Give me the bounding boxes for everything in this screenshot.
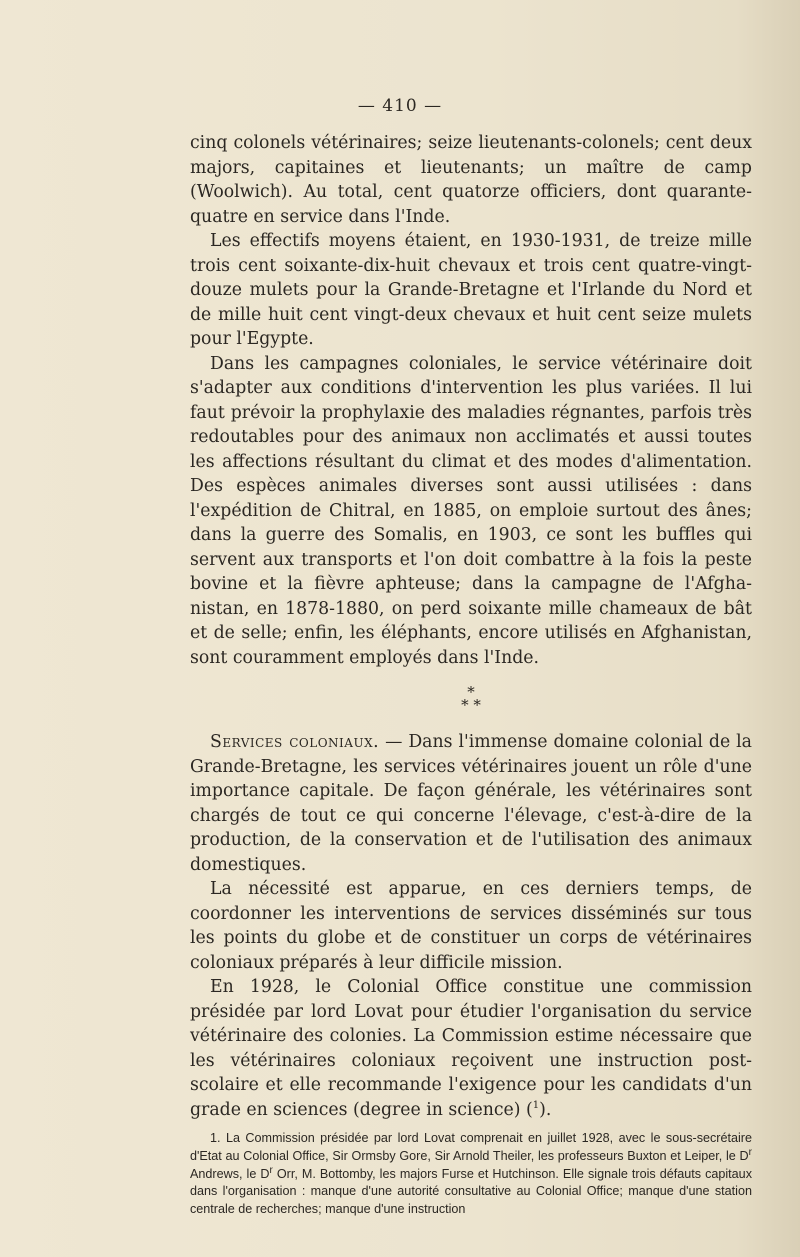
- paragraph-1: cinq colonels vétérinaires; seize lieutenants-colonels; cent deux majors, capitaines et lieutenants; un maître de camp (Woolwich). Au total, cent quatorze officiers, dont quarante-quatre en service dans l'Inde.: [190, 133, 752, 227]
- footnote-marker: 1.: [210, 1131, 221, 1145]
- asterism-bottom: * *: [461, 696, 481, 714]
- section-heading: Services coloniaux.: [210, 732, 380, 752]
- footnote-text-3: Orr, M. Bottomby, les majors Furse et Hutchinson. Elle signale trois défauts capitaux dans l'organisation : manque d'une autorité consultative au Colonial Office; manque d'une station centrale de recherches; manque d'une instruction: [190, 1166, 752, 1217]
- page-number: — 410 —: [357, 96, 443, 116]
- asterism-divider: [190, 683, 752, 714]
- footnote-text-1: La Commission présidée par lord Lovat comprenait en juillet 1928, avec le sous-secrétaire d'Etat au Colonial Office, Sir Ormsby Gore, Sir Arnold Theiler, les professeurs Buxton et Leiper, le D: [190, 1131, 752, 1163]
- asterism-top: *: [467, 683, 475, 701]
- section-paragraph-3-text: En 1928, le Colonial Office constitue une commission présidée par lord Lovat pour étudier l'organisation du service vétérinaire des colonies. La Commission estime nécessaire que les vétérinaires coloniaux reçoivent une instruction post-scolaire et elle recommande l'exigence pour les candidats d'un grade en sciences (degree in science) (: [190, 977, 752, 1120]
- footnote-separator: [190, 1122, 752, 1130]
- footnotes: [190, 1130, 752, 1219]
- section-paragraph-3: [190, 975, 752, 1122]
- paragraph-2: Les effectifs moyens étaient, en 1930-1931, de treize mille trois cent soixante-dix-huit chevaux et trois cent quatre-vingt-douze mulets pour la Grande-Bretagne et l'Irlande du Nord et de mille huit cent vingt-deux chevaux et huit cent seize mulets pour l'Egypte.: [190, 231, 752, 349]
- section-first-paragraph: [190, 730, 752, 877]
- footnote-dr-sup-1: r: [748, 1146, 752, 1158]
- footnote-reference: 1: [532, 1099, 540, 1111]
- section-paragraph-3-end: ).: [539, 1099, 552, 1120]
- footnote-dr-sup-2: r: [269, 1164, 273, 1176]
- paragraph-3: Dans les campagnes coloniales, le service vétérinaire doit s'adapter aux conditions d'intervention les plus variées. Il lui faut prévoir la prophylaxie des maladies régnantes, parfois très redoutables pour des animaux non acclimatés et aussi toutes les affections résultant du climat et des modes d'alimentation. Des espèces animales diverses sont aussi utilisées : dans l'expédition de Chitral, en 1885, on emploie surtout des ânes; dans la guerre des Somalis, en 1903, ce sont les buffles qui servent aux transports et l'on doit combattre à la fois la peste bovine et la fièvre aphteuse; dans la campagne de l'Afghanistan, en 1878-1880, on perd soixante mille chameaux de bât et de selle; enfin, les éléphants, encore utilisés en Afghanistan, sont couramment employés dans l'Inde.: [190, 353, 752, 668]
- section-paragraph-2: La nécessité est apparue, en ces derniers temps, de coordonner les interventions de services disséminés sur tous les points du globe et de constituer un corps de vétérinaires coloniaux préparés à leur difficile mission.: [190, 879, 752, 973]
- footnote-1: [190, 1130, 752, 1219]
- footnote-text-2: Andrews, le D: [190, 1166, 270, 1181]
- main-text: [190, 131, 752, 1219]
- section-first-paragraph-text: — Dans l'immense domaine colonial de la Grande-Bretagne, les services vétérinaires jouent un rôle d'une importance capitale. De façon générale, les vétérinaires sont chargés de tout ce qui concerne l'élevage, c'est-à-dire de la production, de la conservation et de l'utilisation des animaux domestiques.: [190, 732, 752, 875]
